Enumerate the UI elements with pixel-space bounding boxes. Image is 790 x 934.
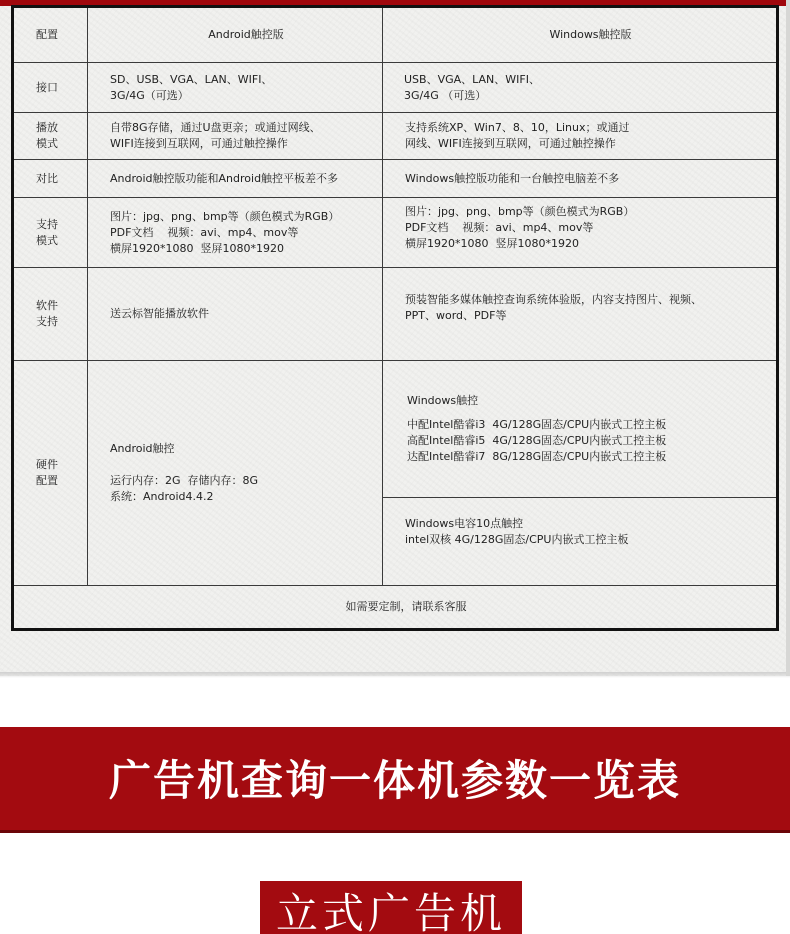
- interface-windows-line-2: 3G/4G （可选）: [404, 88, 487, 102]
- spec-table: [11, 5, 779, 631]
- row-playback: [13, 113, 778, 160]
- hardware-android-line-2: 系统：Android4.4.2: [110, 490, 214, 503]
- support-windows-line-1: 图片：jpg、png、bmp等（颜色模式为RGB）: [405, 205, 635, 218]
- row-compare: [13, 160, 778, 198]
- support-windows-line-3: 横屏1920*1080 竖屏1080*1920: [405, 237, 579, 250]
- table-header-row: [13, 7, 778, 63]
- row-label-support-1: 支持: [36, 217, 58, 231]
- hardware-windows-a-title: Windows触控: [407, 394, 479, 407]
- hardware-windows-b-line-2: intel双核 4G/128G固态/CPU内嵌式工控主板: [405, 533, 629, 546]
- playback-android-line-1: 自带8G存储，通过U盘更亲；或通过网线、: [110, 121, 321, 134]
- row-label-playback-1: 播放: [36, 121, 58, 134]
- hardware-android-line-1: 运行内存：2G 存储内存：8G: [110, 474, 259, 487]
- support-windows-line-2: PDF文档 视频：avi、mp4、mov等: [405, 221, 594, 234]
- interface-android-line-2: 3G/4G（可选）: [110, 88, 189, 102]
- row-label-compare: 对比: [13, 160, 88, 198]
- row-label-software-1: 软件: [36, 299, 58, 312]
- row-label-playback: [13, 113, 88, 160]
- hardware-windows-a-line-1: 中配Intel酷睿i3 4G/128G固态/CPU内嵌式工控主板: [407, 418, 667, 431]
- banner-title: 广告机查询一体机参数一览表: [108, 756, 681, 805]
- custom-contact-note: 如需要定制，请联系客服: [13, 586, 778, 630]
- section-label-box: [260, 881, 522, 934]
- row-label-software: [13, 268, 88, 361]
- interface-windows-line-1: USB、VGA、LAN、WIFI、: [404, 72, 540, 86]
- row-footer: [13, 586, 778, 630]
- interface-windows: [383, 63, 778, 113]
- software-android: 送云标智能播放软件: [88, 268, 383, 361]
- row-label-playback-2: 模式: [36, 137, 58, 150]
- hardware-windows-b-line-1: Windows电容10点触控: [405, 517, 524, 530]
- row-label-support: [13, 198, 88, 268]
- row-label-hardware-2: 配置: [36, 474, 58, 487]
- row-support: [13, 198, 778, 268]
- section-label: 立式广告机: [275, 889, 506, 934]
- playback-windows: [383, 113, 778, 160]
- row-interface: [13, 63, 778, 113]
- paper-shadow: [0, 672, 790, 678]
- interface-android-line-1: SD、USB、VGA、LAN、WIFI、: [110, 72, 273, 86]
- row-hardware-a: [13, 361, 778, 498]
- playback-android: [88, 113, 383, 160]
- compare-android: Android触控版功能和Android触控平板差不多: [88, 160, 383, 198]
- row-label-software-2: 支持: [36, 315, 58, 328]
- hardware-android-title: Android触控: [110, 442, 175, 455]
- row-software: [13, 268, 778, 361]
- playback-android-line-2: WIFI连接到互联网，可通过触控操作: [110, 137, 288, 150]
- row-label-hardware: [13, 361, 88, 586]
- section-banner: [0, 727, 790, 833]
- compare-windows: Windows触控版功能和一台触控电脑差不多: [383, 160, 778, 198]
- software-windows-line-2: PPT、word、PDF等: [405, 309, 507, 322]
- paper-edge: [786, 0, 790, 676]
- row-label-interface: 接口: [13, 63, 88, 113]
- software-windows-line-1: 预装智能多媒体触控查询系统体验版，内容支持图片、视频、: [405, 293, 702, 306]
- interface-android: [88, 63, 383, 113]
- row-label-hardware-1: 硬件: [36, 458, 58, 471]
- playback-windows-line-1: 支持系统XP、Win7、8、10，Linux；或通过: [405, 121, 630, 134]
- software-windows: [383, 268, 778, 361]
- hardware-android: [88, 361, 383, 586]
- hardware-windows-a-line-3: 达配Intel酷睿i7 8G/128G固态/CPU内嵌式工控主板: [407, 450, 667, 463]
- header-label-config: 配置: [13, 7, 88, 63]
- support-android-line-2: PDF文档 视频：avi、mp4、mov等: [110, 225, 299, 239]
- hardware-windows-a: [383, 361, 778, 498]
- header-android: Android触控版: [88, 7, 383, 63]
- hardware-windows-b: [383, 498, 778, 586]
- support-android: [88, 198, 383, 268]
- playback-windows-line-2: 网线、WIFI连接到互联网，可通过触控操作: [405, 137, 616, 150]
- support-android-line-3: 横屏1920*1080 竖屏1080*1920: [110, 241, 284, 255]
- row-label-support-2: 模式: [36, 233, 58, 247]
- hardware-windows-a-line-2: 高配Intel酷睿i5 4G/128G固态/CPU内嵌式工控主板: [407, 434, 667, 447]
- support-android-line-1: 图片：jpg、png、bmp等（颜色模式为RGB）: [110, 209, 340, 223]
- header-windows: Windows触控版: [383, 7, 778, 63]
- support-windows: [383, 198, 778, 268]
